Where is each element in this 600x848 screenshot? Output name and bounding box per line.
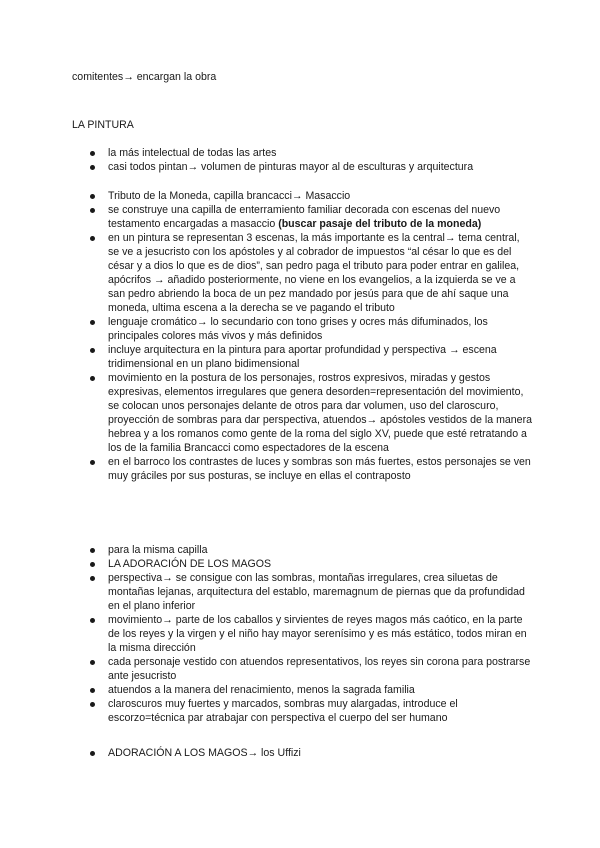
list-item-text: se construye una capilla de enterramiento familiar decorada con escenas del nuevo testamento encargadas a masaccio	[108, 204, 501, 230]
list-item: movimiento en la postura de los personajes, rostros expresivos, miradas y gestos expresivas, elementos irregulares que genera desorden=representación del movimiento, se colocan unos personajes delante de otros para dar volumen, uso del claroscuro, proyección de sombras para dar perspectiva, atuendos→ apóstoles vestidos de la manera hebrea y a los romanos como gente de la roma del siglo XV, puede que esté retratando a los de la familia Brancacci como espectadores de la escena	[72, 371, 532, 455]
list-item: en un pintura se representan 3 escenas, la más importante es la central→ tema central, se ve a jesucristo con los apóstoles y al cobrador de impuestos “al césar lo que es del césar y a dios lo que es de dios”, san pedro paga el tributo para poder entrar en galilea, apócrifos → añadido posteriormente, no viene en los evangelios, a la izquierda se ve a san pedro abriendo la boca de un pez mandado por jesús para que de ahí saque una moneda, ultima escena a la derecha se ve pagando el tributo	[72, 231, 532, 315]
bullet-list-group1	[72, 146, 532, 174]
list-item-bold-note: (buscar pasaje del tributo de la moneda)	[278, 218, 482, 230]
bullet-list-group2	[72, 189, 532, 483]
list-item: perspectiva→ se consigue con las sombras, montañas irregulares, crea siluetas de montañas lejanas, arquitectura del establo, maremagnum de piernas que da profundidad en el plano inferior	[72, 571, 532, 613]
bullet-list-group3	[72, 543, 532, 725]
list-item: movimiento→ parte de los caballos y sirvientes de reyes magos más caótico, en la parte de los reyes y la virgen y el niño hay mayor serenísimo y es más estático, todos miran en la misma dirección	[72, 613, 532, 655]
list-item: la más intelectual de todas las artes	[72, 146, 532, 160]
list-item: cada personaje vestido con atuendos representativos, los reyes sin corona para postrarse ante jesucristo	[72, 655, 532, 683]
bullet-list-group4	[72, 746, 532, 760]
list-item: en el barroco los contrastes de luces y sombras son más fuertes, estos personajes se ven muy gráciles por sus posturas, se incluye en ellas el contraposto	[72, 455, 532, 483]
section-title: LA PINTURA	[72, 119, 134, 131]
list-item: para la misma capilla	[72, 543, 532, 557]
list-item	[72, 203, 532, 231]
list-item: incluye arquitectura en la pintura para aportar profundidad y perspectiva → escena tridimensional en un plano bidimensional	[72, 343, 532, 371]
intro-line: comitentes→ encargan la obra	[72, 71, 217, 83]
list-item: Tributo de la Moneda, capilla brancacci→ Masaccio	[72, 189, 532, 203]
list-item: ADORACIÓN A LOS MAGOS→ los Uffizi	[72, 746, 532, 760]
list-item: LA ADORACIÓN DE LOS MAGOS	[72, 557, 532, 571]
list-item: casi todos pintan→ volumen de pinturas mayor al de esculturas y arquitectura	[72, 160, 532, 174]
list-item: atuendos a la manera del renacimiento, menos la sagrada familia	[72, 683, 532, 697]
list-item: claroscuros muy fuertes y marcados, sombras muy alargadas, introduce el escorzo=técnica par atrabajar con perspectiva el cuerpo del ser humano	[72, 697, 532, 725]
list-item: lenguaje cromático→ lo secundario con tono grises y ocres más difuminados, los principales colores más vivos y más definidos	[72, 315, 532, 343]
